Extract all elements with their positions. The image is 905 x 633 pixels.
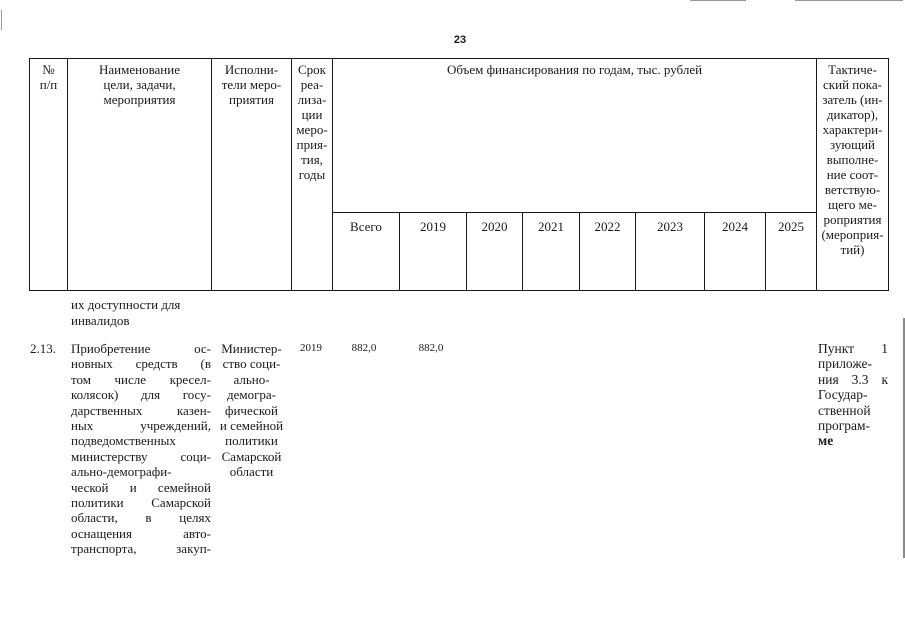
header-year-2023: 2023	[636, 213, 705, 291]
header-year-2019: 2019	[400, 213, 467, 291]
header-cell-indicator: Тактиче- ский пока- затель (ин- дикатор), характери- зующий выполне- ние соот- ветствую- щего ме- роприятия (мероприя- тий)	[817, 59, 889, 291]
row-number: 2.13.	[30, 341, 56, 356]
scan-edge-mark	[795, 0, 903, 1]
row-total: 882,0	[351, 342, 377, 354]
row-term: 2019	[300, 342, 322, 354]
row-executor: Министер- ство соци- ально- демогра- фической и семейной политики Самарской области	[219, 341, 284, 480]
row-2019: 882,0	[418, 342, 444, 354]
header-year-2021: 2021	[523, 213, 580, 291]
scan-edge-mark	[1, 10, 2, 30]
header-year-2024: 2024	[705, 213, 766, 291]
header-cell-term: Срок реа- лиза- ции меро- прия- тия, годы	[292, 59, 333, 291]
continuation-text: их доступности для инвалидов	[71, 297, 181, 328]
row-indicator: Пункт 1 приложе- ния 3.3 к Государ- ственной програм- ме	[818, 341, 888, 449]
header-year-2020: 2020	[467, 213, 523, 291]
table-header	[29, 58, 889, 291]
header-year-2022: 2022	[580, 213, 636, 291]
header-cell-name: Наименование цели, задачи, мероприятия	[68, 59, 212, 291]
scan-edge-mark	[690, 0, 746, 1]
row-name: Приобретение ос- новных средств (в том числе кресел- колясок) для госу- дарственных казен- ных учреждений, подведомственных министерству соци- ально-демографи- ческой и семейной политики Самарской области, в целях оснащения авто- транспорта, закуп-	[71, 341, 211, 557]
header-year-total: Всего	[333, 213, 400, 291]
header-cell-executors: Исполни- тели меро- приятия	[212, 59, 292, 291]
header-year-2025: 2025	[766, 213, 817, 291]
page-number: 23	[453, 34, 467, 46]
header-cell-funding: Объем финансирования по годам, тыс. рублей	[333, 59, 817, 213]
header-cell-num: № п/п	[30, 59, 68, 291]
